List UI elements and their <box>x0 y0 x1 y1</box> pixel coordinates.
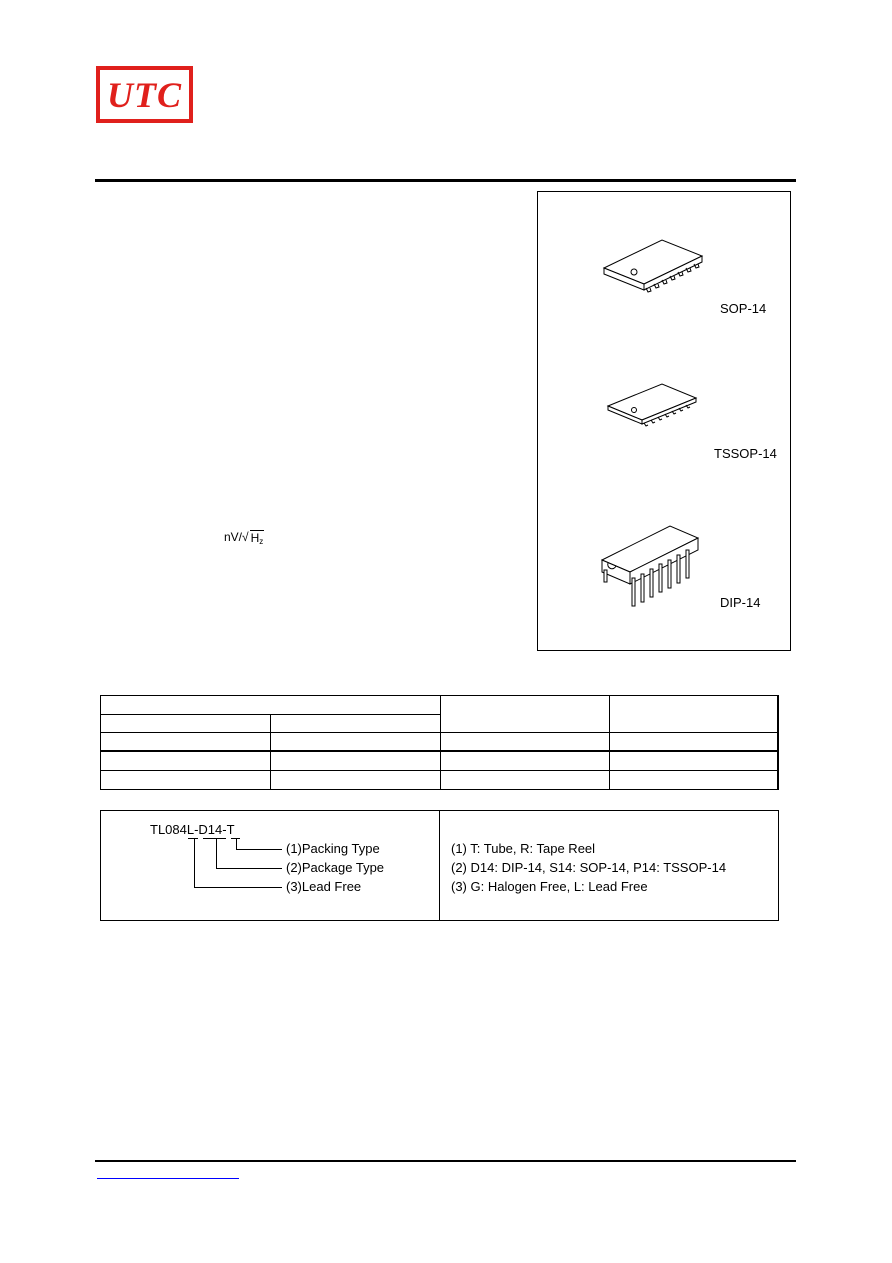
bracket-horizontal-lead <box>194 887 282 888</box>
unit-subscript: z <box>259 537 264 546</box>
header-rule <box>95 179 796 182</box>
bracket-vertical-lead <box>194 838 195 888</box>
bracket-underline-package <box>203 838 226 839</box>
bracket-vertical-package <box>216 838 217 869</box>
part-number-code: TL084L-D14-T <box>150 822 235 837</box>
tssop14-package-image <box>604 380 700 428</box>
footer-link-underline[interactable] <box>97 1178 239 1179</box>
package-label-tssop14: TSSOP-14 <box>714 446 777 461</box>
sop14-package-image <box>600 236 706 294</box>
logo-text: UTC <box>107 74 182 115</box>
package-label-sop14: SOP-14 <box>720 301 767 316</box>
unit-base: H <box>250 531 260 545</box>
ordering-table <box>100 695 779 790</box>
table-line <box>440 695 441 790</box>
part-number-divider <box>439 810 440 921</box>
utc-logo <box>96 66 193 123</box>
note-lead-free: (3) G: Halogen Free, L: Lead Free <box>451 879 648 894</box>
note-packing-type: (1) T: Tube, R: Tape Reel <box>451 841 596 856</box>
package-label-dip14: DIP-14 <box>720 595 761 610</box>
bracket-underline-lead <box>188 838 198 839</box>
unit-radicand <box>250 530 265 549</box>
noise-density-unit <box>224 530 264 549</box>
bracket-horizontal-package <box>216 868 282 869</box>
footer-rule <box>95 1160 796 1162</box>
sqrt-symbol: √ <box>242 530 249 544</box>
table-line <box>777 695 779 790</box>
bracket-horizontal-packing <box>236 849 282 850</box>
dip14-package-image <box>598 520 702 610</box>
table-line <box>609 695 610 790</box>
note-package-type: (2) D14: DIP-14, S14: SOP-14, P14: TSSOP-14 <box>451 860 727 875</box>
unit-prefix: nV/ <box>224 530 243 544</box>
description-packing-type: (1)Packing Type <box>286 841 380 856</box>
description-package-type: (2)Package Type <box>286 860 385 875</box>
table-line <box>270 714 271 790</box>
table-line <box>100 695 101 790</box>
description-lead-free: (3)Lead Free <box>286 879 362 894</box>
